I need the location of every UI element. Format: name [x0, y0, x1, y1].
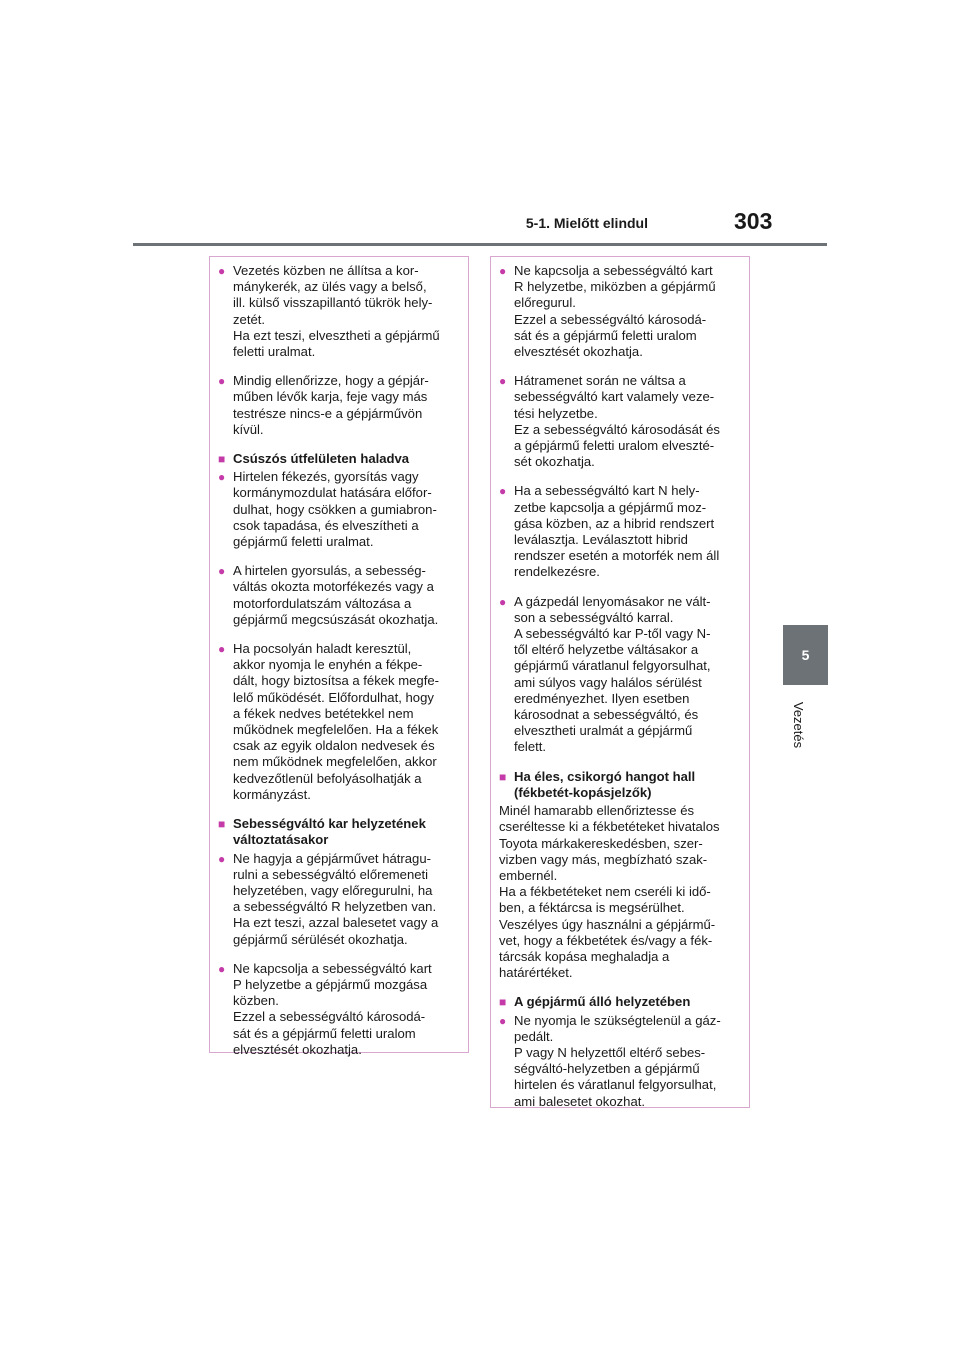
text-line: A gépjármű álló helyzetében	[514, 994, 691, 1010]
bullet-item	[218, 263, 460, 360]
square-marker-icon: ■	[218, 817, 226, 832]
text-line: felett.	[514, 739, 547, 755]
text-line: elvesztését okozhatja.	[514, 344, 643, 360]
text-line: P helyzetbe a gépjármű mozgása	[233, 976, 428, 992]
text-line: váltás okozta motorfékezés vagy a	[233, 579, 434, 595]
text-line: ami súlyos vagy halálos sérülést	[514, 674, 702, 690]
text-line: határértéket.	[499, 965, 573, 981]
text-line: zetét.	[233, 311, 266, 327]
bullet-item	[218, 563, 460, 628]
text-line: ami balesetet okozhat.	[514, 1093, 646, 1109]
text-line: Ha a sebességváltó kart N hely-	[514, 483, 700, 499]
text-line: sét okozhatja.	[514, 454, 595, 470]
text-line: a sebességváltó R helyzetben van.	[233, 899, 437, 915]
chapter-tab	[783, 625, 828, 685]
text-line: Ne kapcsolja a sebességváltó kart	[514, 263, 713, 278]
text-line: Hirtelen fékezés, gyorsítás vagy	[233, 469, 419, 485]
header-divider	[133, 243, 827, 246]
page-number: 303	[734, 208, 773, 234]
item-text	[514, 594, 741, 756]
item-text	[233, 563, 460, 628]
text-line: csak az egyik oldalon nedvesek és	[233, 738, 435, 754]
text-line: Hátramenet során ne váltsa a	[514, 373, 686, 389]
bullet-item	[218, 373, 460, 438]
circle-bullet-icon: ●	[218, 851, 226, 866]
text-line: Ha pocsolyán haladt keresztül,	[233, 641, 412, 657]
text-line: kormányzást.	[233, 786, 311, 802]
text-line: kívül.	[233, 421, 264, 437]
text-line: Vezetés közben ne állítsa a kor-	[233, 263, 419, 278]
circle-bullet-icon: ●	[499, 484, 507, 499]
bullet-item	[499, 263, 741, 360]
text-line: pedált.	[514, 1028, 554, 1044]
text-line: gépjármű váratlanul felgyorsulhat,	[514, 658, 711, 674]
subheading	[499, 769, 741, 801]
circle-bullet-icon: ●	[218, 564, 226, 579]
text-line: a fékek nedves betétekkel nem	[233, 705, 414, 721]
square-marker-icon: ■	[499, 995, 507, 1010]
text-line: vet, hogy a fékbetétek és/vagy a fék-	[499, 932, 713, 948]
text-line: működnek megfelelően. Ha a fékek	[233, 722, 439, 738]
text-line: Toyota márkakereskedésben, szer-	[499, 835, 703, 851]
text-line: A sebességváltó kar P-től vagy N-	[514, 626, 711, 642]
text-line: dált, hogy biztosítsa a fékek megfe-	[233, 673, 439, 689]
item-text	[233, 961, 460, 1058]
text-line: tárcsák kopása meghaladja a	[499, 948, 670, 964]
item-text	[233, 469, 460, 550]
circle-bullet-icon: ●	[218, 470, 226, 485]
square-marker-icon: ■	[499, 769, 507, 784]
text-line: rendszer esetén a motorfék nem áll	[514, 548, 720, 564]
text-line: től eltérő helyzetbe váltásakor a	[514, 642, 699, 658]
text-line: rendelkezésre.	[514, 564, 600, 580]
text-line: elvesztheti uralmát a gépjármű	[514, 723, 693, 739]
text-line: változtatásakor	[233, 832, 329, 848]
circle-bullet-icon: ●	[218, 264, 226, 278]
text-line: Ha ezt teszi, azzal balesetet vagy a	[233, 915, 439, 931]
text-line: gása közben, az a hibrid rendszert	[514, 515, 715, 531]
text-line: Csúszós útfelületen haladva	[233, 451, 410, 467]
chapter-tab-label: Vezetés	[791, 701, 806, 749]
bullet-item	[499, 1013, 741, 1110]
circle-bullet-icon: ●	[218, 961, 226, 976]
bullet-item	[218, 469, 460, 550]
item-text	[514, 373, 741, 470]
square-marker-icon: ■	[218, 452, 226, 467]
text-line: Veszélyes úgy használni a gépjármű-	[499, 916, 716, 932]
circle-bullet-icon: ●	[499, 264, 507, 278]
text-line: károsodnat a sebességváltó, és	[514, 707, 699, 723]
item-text	[514, 769, 741, 801]
circle-bullet-icon: ●	[499, 594, 507, 609]
text-line: Ne kapcsolja a sebességváltó kart	[233, 960, 432, 976]
text-line: Ne nyomja le szükségtelenül a gáz-	[514, 1012, 721, 1028]
text-line: (fékbetét-kopásjelzők)	[514, 784, 652, 800]
item-text	[499, 803, 741, 981]
circle-bullet-icon: ●	[499, 1013, 507, 1028]
subheading	[499, 994, 741, 1010]
item-text	[233, 641, 460, 803]
text-line: A hirtelen gyorsulás, a sebesség-	[233, 563, 426, 579]
text-line: nem működnek megfelelően, akkor	[233, 754, 437, 770]
text-line: Ha éles, csikorgó hangot hall	[514, 768, 696, 784]
text-line: helyzetében, vagy előregurulni, ha	[233, 882, 433, 898]
text-line: gépjármű feletti uralmat.	[233, 534, 374, 550]
item-text	[514, 263, 741, 360]
text-line: son a sebességváltó karral.	[514, 609, 674, 625]
text-line: csok tapadása, és elveszítheti a	[233, 517, 419, 533]
subheading	[218, 451, 460, 467]
text-line: cseréltesse ki a fékbetéteket hivatalos	[499, 819, 720, 835]
text-line: rulni a sebességváltó előremeneti	[233, 866, 429, 882]
text-line: ségváltó-helyzetben a gépjármű	[514, 1061, 700, 1077]
item-text	[514, 1013, 741, 1110]
item-text	[233, 816, 460, 848]
text-line: előregurul.	[514, 295, 576, 311]
caution-box-left	[209, 256, 469, 1057]
circle-bullet-icon: ●	[218, 374, 226, 389]
text-line: vizben vagy más, megbízható szak-	[499, 851, 708, 867]
text-line: dulhat, hogy csökken a gumiabron-	[233, 501, 437, 517]
text-line: ill. külső visszapillantó tükrök hely-	[233, 295, 433, 311]
bullet-item	[499, 594, 741, 756]
bullet-item	[218, 961, 460, 1058]
text-line: elvesztését okozhatja.	[233, 1041, 362, 1057]
caution-box-right	[490, 256, 750, 1108]
text-line: testrésze nincs-e a gépjárművön	[233, 405, 423, 421]
bullet-item	[218, 851, 460, 948]
text-line: sebességváltó kart valamely veze-	[514, 389, 715, 405]
text-line: gépjármű megcsúszását okozhatja.	[233, 611, 439, 627]
item-text	[233, 373, 460, 438]
text-line: közben.	[233, 993, 279, 1009]
text-line: műben lévők karja, feje vagy más	[233, 389, 428, 405]
text-line: Ez a sebességváltó károsodását és	[514, 421, 720, 437]
text-line: Minél hamarabb ellenőriztesse és	[499, 803, 695, 819]
text-line: hirtelen és váratlanul felgyorsulhat,	[514, 1077, 717, 1093]
text-line: tési helyzetbe.	[514, 405, 598, 421]
item-text	[233, 851, 460, 948]
paragraph	[499, 803, 741, 981]
bullet-item	[499, 373, 741, 470]
bullet-item	[499, 483, 741, 580]
text-line: Ne hagyja a gépjárművet hátragu-	[233, 850, 431, 866]
circle-bullet-icon: ●	[499, 374, 507, 389]
text-line: a gépjármű feletti uralom elveszté-	[514, 438, 715, 454]
text-line: sát és a gépjármű feletti uralom	[514, 327, 697, 343]
text-line: embernél.	[499, 867, 558, 883]
item-text	[514, 483, 741, 580]
text-line: lelő működését. Előfordulhat, hogy	[233, 689, 434, 705]
text-line: motorfordulatszám változása a	[233, 595, 412, 611]
text-line: sát és a gépjármű feletti uralom	[233, 1025, 416, 1041]
text-line: A gázpedál lenyomásakor ne vált-	[514, 593, 711, 609]
subheading	[218, 816, 460, 848]
text-line: akkor nyomja le enyhén a fékpe-	[233, 657, 423, 673]
text-line: P vagy N helyzettől eltérő sebes-	[514, 1044, 706, 1060]
section-title: 5-1. Mielőtt elindul	[525, 215, 648, 231]
item-text	[233, 263, 460, 360]
text-line: zetbe kapcsolja a gépjármű moz-	[514, 499, 707, 515]
text-line: gépjármű sérülését okozhatja.	[233, 931, 408, 947]
bullet-item	[218, 641, 460, 803]
text-line: R helyzetbe, miközben a gépjármű	[514, 279, 716, 295]
text-line: Ha ezt teszi, elvesztheti a gépjármű	[233, 327, 440, 343]
text-line: kormánymozdulat hatására előfor-	[233, 485, 432, 501]
circle-bullet-icon: ●	[218, 642, 226, 657]
text-line: Sebességváltó kar helyzetének	[233, 816, 426, 832]
text-line: ben, a féktárcsa is megsérülhet.	[499, 900, 685, 916]
text-line: feletti uralmat.	[233, 344, 316, 360]
text-line: mánykerék, az ülés vagy a belső,	[233, 279, 427, 295]
text-line: leválasztja. Leválasztott hibrid	[514, 532, 688, 548]
chapter-tab-number: 5	[801, 647, 810, 663]
item-text	[514, 994, 741, 1010]
text-line: Ha a fékbetéteket nem cseréli ki idő-	[499, 884, 711, 900]
text-line: kedvezőtlenül befolyásolhatják a	[233, 770, 422, 786]
text-line: eredményezhet. Ilyen esetben	[514, 690, 690, 706]
text-line: Ezzel a sebességváltó károsodá-	[233, 1009, 426, 1025]
text-line: Mindig ellenőrizze, hogy a gépjár-	[233, 373, 429, 389]
item-text	[233, 451, 460, 467]
text-line: Ezzel a sebességváltó károsodá-	[514, 311, 707, 327]
